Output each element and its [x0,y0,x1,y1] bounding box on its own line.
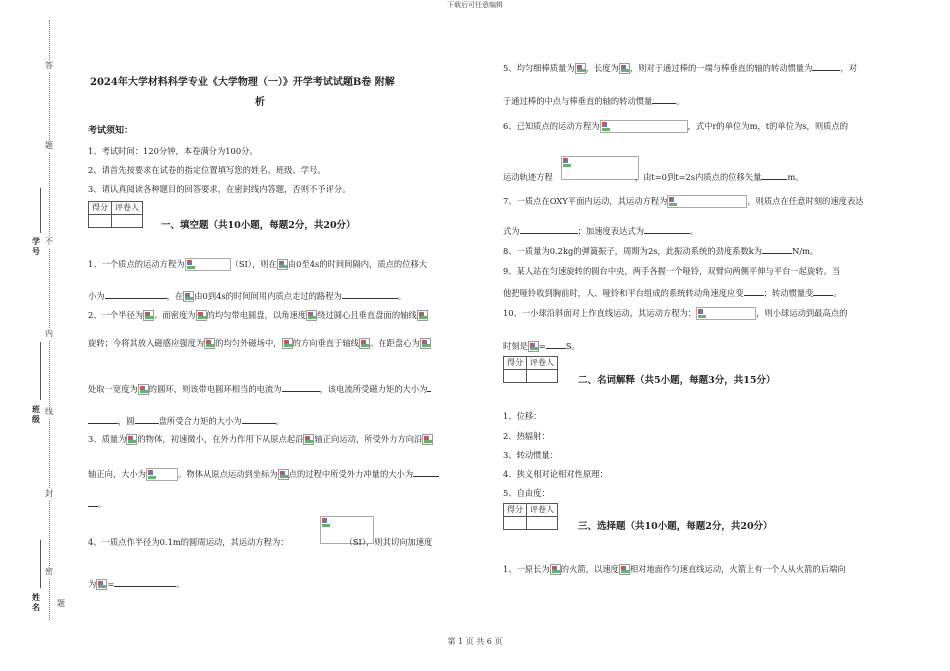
answer-blank[interactable] [282,382,320,392]
binding-char: 题 [57,599,65,608]
binding-char: 密 [45,567,53,576]
question-6: 6、已知质点的运动方程为 ，式中r的单位为m，t的单位为s，则质点的 [503,121,849,131]
formula-image-icon [575,63,586,74]
answer-blank[interactable] [813,286,833,296]
formula-box [185,258,231,271]
score-box-1 [88,201,143,228]
grader-label: 评卷人 [115,203,139,212]
question-5-cont: 于通过棒的中点与棒垂直的轴的转动惯量 。 [503,96,685,106]
formula-image-icon [550,564,561,575]
answer-blank[interactable] [644,224,690,234]
score-label: 得分 [89,202,112,214]
binding-char: 不 [45,237,53,246]
answer-blank[interactable] [413,467,439,477]
binding-char: 线 [45,407,53,416]
question-5: 5、均匀细棒质量为 ，长度为 ，则对于通过棒的一端与棒垂直的轴的转动惯量为 ，对 [503,63,858,73]
term-item: 2、热辐射： [503,431,550,441]
question-4-cont: 为 = 。 [88,579,185,589]
binding-char: 内 [45,329,53,338]
formula-image-icon [697,308,708,319]
question-3-cont2: 。 [88,497,106,510]
section-fill-title: 一、填空题（共10小题，每题2分，共20分） [161,220,356,231]
exam-title: 2024年大学材料科学专业《大学物理（一）》开学考试试题B卷 附解 [90,77,395,88]
answer-blank[interactable] [761,170,787,180]
formula-image-icon [422,434,433,445]
question-3-cont: 轴正向，大小为 。物体从原点运动到坐标为 点的过程中所受外力冲量的大小为 [88,467,439,481]
formula-image-icon [138,384,149,395]
question-2-cont3: ，圆 盘所受合力矩的大小为 。 [88,414,284,427]
question-10-cont: 时刻是 = S。 [503,341,580,351]
score-cell[interactable] [504,516,527,529]
formula-image-icon [183,291,194,302]
formula-image-icon [528,341,539,352]
formula-image-icon [417,310,428,321]
question-1-cont: 小为 ，在 由0到4s的时间间用内质点走过的路程为 。 [88,291,407,301]
question-9: 9、某人站在匀速旋转的圆台中央，两手各握一个哑铃，双臂向两侧平伸与平台一起旋转。当 [503,266,841,276]
binding-char: 答 [45,61,53,70]
formula-image-icon [143,310,154,321]
score-box-2 [503,356,558,383]
answer-blank[interactable] [812,61,840,71]
page-footer: 第 1 页 共 6 页 [447,637,503,646]
answer-blank[interactable] [342,289,398,299]
binding-char: 封 [45,489,53,498]
answer-blank[interactable] [744,286,764,296]
term-item: 4、狭义相对论相对性原理： [503,469,608,479]
grader-cell[interactable] [527,516,557,529]
answer-blank[interactable] [546,339,566,349]
formula-image-icon [186,259,197,270]
question-2-cont: 旋转；今将其放入磁感应强度为 的均匀外磁场中， 的方向垂直于轴线 。在距盘心为 [88,337,431,349]
question-6-cont: 运动轨迹方程 ，由t=0到t=2s内质点的位移矢量 m。 [503,172,804,182]
xingming-line [40,540,41,588]
formula-box [600,120,688,133]
question-7: 7、一质点在OXY平面内运动，其运动方程为 ，则质点在任意时刻的速度表达 [503,196,864,206]
xuehao-line [40,188,41,233]
header-note: 下载后可任意编辑 [447,1,503,9]
question-9-cont: 他把哑铃收到胸前时，人、哑铃和平台组成的系统转动角速度应变 ；转动惯量变 。 [503,288,842,298]
term-item: 5、自由度： [503,488,550,498]
score-cell[interactable] [504,369,527,382]
score-box-3 [503,503,558,530]
banji-line [40,342,41,400]
grader-label: 评卷人 [530,505,554,514]
formula-image-icon [420,338,431,349]
choice-question-1: 1、一原长为 的火箭，以速度 相对地面作匀速直线运动，火箭上有一个人从火箭的后端向 [503,564,846,574]
binding-char: 题 [45,141,53,150]
binding-dotted-line [49,20,50,620]
answer-blank[interactable] [762,244,792,254]
term-item: 1、位移： [503,411,542,421]
formula-image-icon [96,579,107,590]
grader-cell[interactable] [527,369,557,382]
banji-label: 班级 [32,404,40,424]
question-1: 1、一个质点的运动方程为 （SI），则在 由0至4s的时间间隔内，质点的位移大 [88,259,428,269]
score-cell[interactable] [89,214,112,227]
question-10: 10、一小球沿斜面对上作直线运动，其运动方程为： ，则小球运动到最高点的 [503,308,848,318]
formula-box [667,195,747,208]
score-label: 得分 [504,504,527,516]
question-8: 8、一质量为0.2kg的弹簧振子，周期为2s，此振动系统的劲度系数k为 N/m。 [503,246,819,256]
formula-image-icon [619,564,630,575]
formula-image-icon [359,338,370,349]
formula-image-icon [204,338,215,349]
formula-image-icon [601,121,612,132]
answer-blank[interactable] [88,497,98,507]
question-7-cont: 式为 ；加速度表达式为 。 [503,226,699,236]
xingming-label: 姓名 [32,592,40,612]
answer-blank[interactable] [135,414,159,424]
question-3: 3、质量为 的物体，初速微小，在外力作用下从原点起沿 轴正向运动，所受外力方向沿 [88,433,433,445]
answer-blank[interactable] [105,289,167,299]
formula-image-icon [126,434,137,445]
formula-image-icon [619,63,630,74]
answer-blank[interactable] [427,382,431,392]
question-2-cont2: 处取一宽度为 的圆环，则该带电圆环相当的电流为 ，该电流所受磁力矩的大小为 [88,382,431,395]
binding-strip [0,0,80,671]
answer-blank[interactable] [242,414,276,424]
formula-image-icon [147,469,158,480]
term-item: 3、转动惯量： [503,450,559,460]
section-terms-title: 二、名词解释（共5小题，每题3分，共15分） [578,375,776,386]
formula-box [146,468,178,481]
grader-cell[interactable] [112,214,142,227]
formula-image-icon [668,196,679,207]
notice-item: 3、请认真阅读各种题目的回答要求，在密封线内答题，否则不予评分。 [88,184,351,194]
score-label: 得分 [504,357,527,369]
formula-image-icon [562,157,573,168]
formula-image-icon [196,310,207,321]
formula-image-icon [321,517,332,528]
answer-blank[interactable] [88,414,118,424]
grader-label: 评卷人 [530,358,554,367]
notice-item: 1、考试时间：120分钟，本卷满分为100分。 [88,146,258,156]
xuehao-label: 学号 [32,236,40,256]
formula-box [696,307,756,320]
question-2: 2、一个半径为 、面密度为 的均匀带电圆盘，以角速度 绕过圆心且垂直盘面的轴线 [88,309,428,321]
answer-blank[interactable] [114,577,176,587]
exam-title-cont: 析 [255,97,265,108]
answer-blank[interactable] [652,94,676,104]
formula-image-icon [277,259,288,270]
notice-item: 2、请首先按要求在试卷的指定位置填写您的姓名、班级、学号。 [88,165,326,175]
formula-image-icon [303,434,314,445]
notice-heading: 考试须知： [88,126,134,136]
formula-image-icon [278,469,289,480]
section-choice-title: 三、选择题（共10小题，每题2分，共20分） [578,521,773,532]
question-4: 4、一质点作半径为0.1m的圆周运动，其运动方程为： （SI），则其切向加速度 [88,537,433,547]
formula-image-icon [282,338,293,349]
answer-blank[interactable] [520,224,578,234]
formula-image-icon [306,310,317,321]
